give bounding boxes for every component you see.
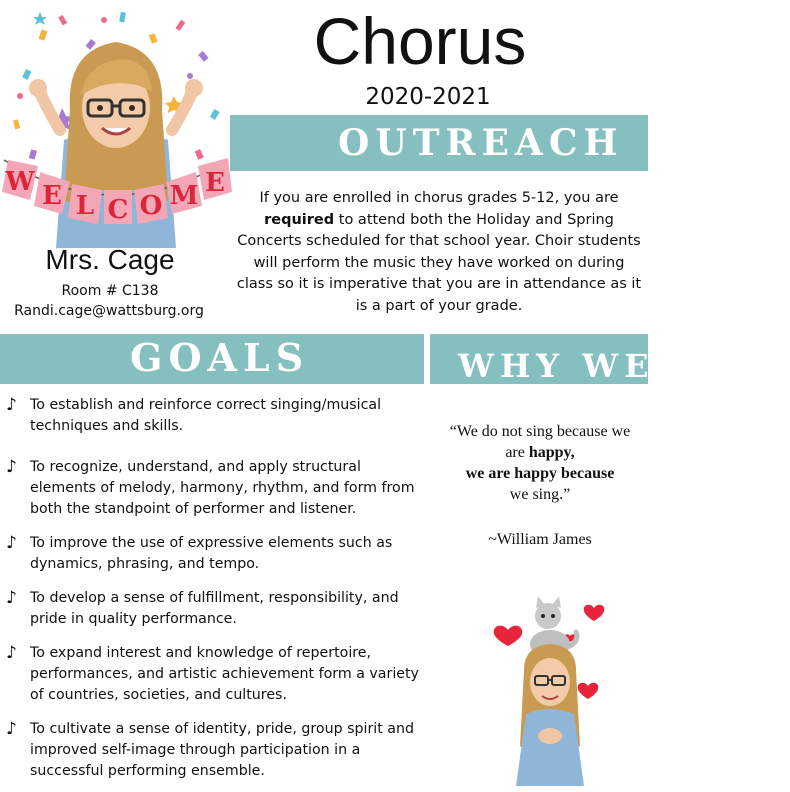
quote-author: ~William James bbox=[488, 531, 592, 548]
outreach-banner bbox=[230, 115, 648, 171]
teacher-welcome-illustration bbox=[0, 0, 232, 248]
music-note-icon: ♪ bbox=[6, 533, 17, 553]
why-we-sing-heading: WHY WE SING bbox=[458, 347, 790, 385]
quote-bold-phrase: we are happy because bbox=[465, 465, 615, 482]
svg-text:O: O bbox=[139, 191, 163, 221]
room-number: Room # C138 bbox=[61, 283, 159, 299]
teacher-email[interactable]: Randi.cage@wattsburg.org bbox=[14, 303, 204, 319]
school-year: 2020-2021 bbox=[365, 84, 491, 110]
goals-heading: GOALS bbox=[130, 335, 310, 380]
svg-text:L: L bbox=[75, 191, 95, 221]
outreach-heading: OUTREACH bbox=[338, 122, 624, 164]
svg-text:E: E bbox=[205, 168, 225, 198]
teacher-cat-illustration bbox=[488, 596, 618, 786]
outreach-paragraph bbox=[236, 188, 642, 318]
quote bbox=[440, 421, 640, 505]
music-note-icon: ♪ bbox=[6, 395, 17, 415]
music-note-icon: ♪ bbox=[6, 457, 17, 477]
svg-text:C: C bbox=[107, 195, 129, 225]
quote-text-start: “We do not sing because we are bbox=[449, 423, 631, 461]
goal-item: ♪ To recognize, understand, and apply structural elements of melody, harmony, rhythm, and form from both the standpoint of performer and listener. bbox=[6, 457, 415, 517]
goal-item: ♪ To cultivate a sense of identity, pride, group spirit and improved self-image through participation in a successful performing ensemble. bbox=[6, 719, 414, 779]
music-note-icon: ♪ bbox=[6, 719, 17, 739]
goal-item: ♪ To develop a sense of fulfillment, responsibility, and pride in quality performance. bbox=[6, 588, 399, 627]
quote-happy: happy, bbox=[528, 444, 575, 461]
outreach-text-end: to attend both the Holiday and Spring Concerts scheduled for that school year. Choir students will perform the music they have worked on during class so it is imperative that you are in attendance as it is a part of your grade. bbox=[236, 211, 642, 314]
svg-text:E: E bbox=[42, 181, 62, 211]
goal-item: ♪ To expand interest and knowledge of repertoire, performances, and artistic achievement form a variety of countries, societies, and cultures. bbox=[6, 643, 419, 703]
svg-text:M: M bbox=[169, 181, 199, 211]
goals-list bbox=[6, 395, 426, 782]
music-note-icon: ♪ bbox=[6, 643, 17, 663]
page-title: Chorus bbox=[313, 4, 527, 78]
goal-item: ♪ To improve the use of expressive elements such as dynamics, phrasing, and tempo. bbox=[6, 533, 393, 572]
svg-text:W: W bbox=[5, 167, 35, 197]
music-note-icon: ♪ bbox=[6, 588, 17, 608]
teacher-name: Mrs. Cage bbox=[45, 244, 175, 275]
why-we-sing-banner bbox=[430, 334, 790, 385]
goal-item: ♪ To establish and reinforce correct singing/musical techniques and skills. bbox=[6, 395, 382, 434]
outreach-required: required bbox=[264, 211, 335, 228]
goals-banner bbox=[0, 334, 424, 384]
outreach-text-start: If you are enrolled in chorus grades 5-12, you are bbox=[259, 190, 619, 206]
quote-text-end: we sing.” bbox=[509, 486, 571, 503]
